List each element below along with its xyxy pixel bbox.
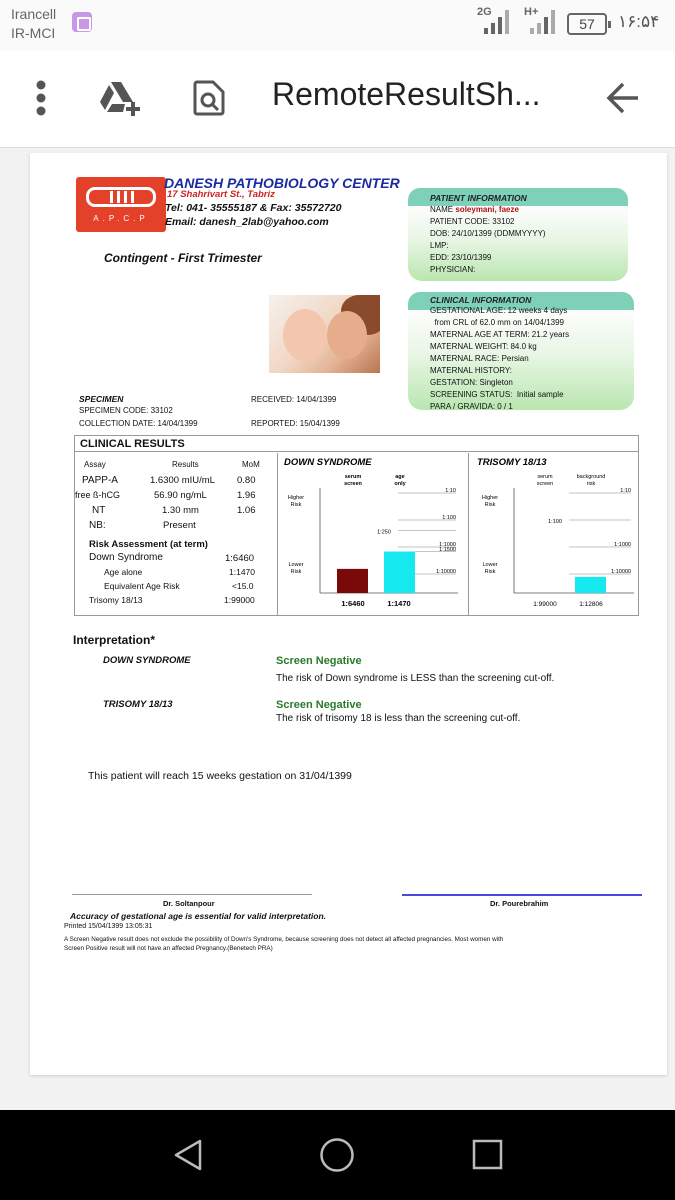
chart-title: TRISOMY 18/13 xyxy=(477,457,547,468)
interp-result: Screen Negative xyxy=(276,655,362,667)
chart-tick-label: 1:10 xyxy=(445,488,456,494)
assay-mom: 1.96 xyxy=(237,490,256,501)
axis-label-low: Risk xyxy=(290,569,302,575)
back-nav-icon[interactable] xyxy=(172,1138,204,1172)
collection-date: COLLECTION DATE: 14/04/1399 xyxy=(79,419,198,428)
risk-assessment-heading: Risk Assessment (at term) xyxy=(89,539,208,550)
carrier-name-2: IR-MCI xyxy=(11,25,56,41)
signature-line-1 xyxy=(72,894,312,895)
status-bar xyxy=(0,0,675,50)
chart-data-label: 1:1470 xyxy=(387,599,411,608)
clock: ۱۶:۵۴ xyxy=(618,12,660,31)
assay-result: 56.90 ng/mL xyxy=(154,490,207,501)
interp-result: Screen Negative xyxy=(276,699,362,711)
report-page xyxy=(30,153,667,1075)
chart-tick-label: 1:1500 xyxy=(439,546,456,553)
axis-label-high: Higher xyxy=(287,495,305,501)
lab-name: DANESH PATHOBIOLOGY CENTER xyxy=(164,175,400,191)
received-date: RECEIVED: 14/04/1399 xyxy=(251,395,337,404)
lab-logo xyxy=(76,177,166,232)
signal-icon xyxy=(484,10,509,34)
axis-label-high: Higher xyxy=(481,495,499,501)
risk-value: 1:6460 xyxy=(225,553,255,564)
chart-tick-label: 1:10000 xyxy=(436,569,456,575)
clinical-info-lines xyxy=(430,305,569,413)
lab-address: 17 Shahrivart St., Tabriz xyxy=(167,189,275,200)
patient-physician: PHYSICIAN: xyxy=(430,265,476,274)
axis-label-low: Lower xyxy=(288,562,304,568)
axis-label-high: Risk xyxy=(484,502,496,508)
test-title: Contingent - First Trimester xyxy=(104,251,262,265)
app-toolbar xyxy=(0,50,675,148)
chart-category-label: background xyxy=(576,474,606,480)
doctor-name-2: Dr. Pourebrahim xyxy=(490,899,549,908)
chart-tick-label: 1:250 xyxy=(377,529,391,536)
axis-label-low: Risk xyxy=(484,569,496,575)
add-to-drive-icon[interactable] xyxy=(99,80,143,116)
chart-tick-label: 1:100 xyxy=(548,519,562,525)
accuracy-note: Accuracy of gestational age is essential for valid interpretation. xyxy=(70,911,327,921)
chart-tick-label: 1:10 xyxy=(620,488,631,494)
lab-email: Email: danesh_2lab@yahoo.com xyxy=(165,216,329,228)
clinical-line: MATERNAL AGE AT TERM: 21.2 years xyxy=(430,330,570,339)
disclaimer-2: Screen Positive result will not have an affected Pregnancy.(Benetech PRA) xyxy=(64,945,273,952)
chart-category-label: age xyxy=(395,474,405,480)
assay-result: Present xyxy=(163,520,196,531)
network-type-label: 2G xyxy=(477,6,492,18)
risk-value: <15.0 xyxy=(232,581,254,591)
chart-category-label: screen xyxy=(536,481,554,487)
interpretation-heading: Interpretation* xyxy=(73,633,156,647)
interp-label: DOWN SYNDROME xyxy=(103,655,191,666)
assay-mom: 1.06 xyxy=(237,505,256,516)
clinical-results-box xyxy=(74,435,639,616)
recents-nav-icon[interactable] xyxy=(472,1139,504,1171)
risk-label: Trisomy 18/13 xyxy=(89,595,143,605)
lab-phone: Tel: 041- 35555187 & Fax: 35572720 xyxy=(165,202,342,214)
assay-result: 1.6300 mIU/mL xyxy=(150,475,215,486)
assay-result: 1.30 mm xyxy=(162,505,199,516)
specimen-code: SPECIMEN CODE: 33102 xyxy=(79,406,173,415)
assay-name: NT xyxy=(92,505,106,516)
arrow-back-icon[interactable] xyxy=(606,80,640,116)
risk-label: Down Syndrome xyxy=(89,552,163,563)
find-in-page-icon[interactable] xyxy=(193,80,227,116)
risk-value: 1:1470 xyxy=(229,567,255,577)
assay-name: PAPP-A xyxy=(82,475,118,486)
home-nav-icon[interactable] xyxy=(319,1137,355,1173)
chart-category-label: only xyxy=(394,481,406,487)
battery-icon: 57 xyxy=(567,13,607,35)
clinical-line: GESTATION: Singleton xyxy=(430,378,513,387)
chart-bar-age-only xyxy=(384,552,415,593)
chart-category-label: serum xyxy=(537,474,553,480)
name-label: NAME xyxy=(430,205,454,214)
assay-header: Assay xyxy=(84,460,106,469)
interp-label: TRISOMY 18/13 xyxy=(103,699,173,710)
signal-icon-2 xyxy=(530,10,555,34)
patient-dob: DOB: 24/10/1399 (DDMMYYYY) xyxy=(430,229,546,238)
chart-data-label: 1:12806 xyxy=(579,601,603,608)
signature-line-2 xyxy=(402,894,642,896)
patient-info-lines xyxy=(430,204,546,276)
patient-name: soleymani, faeze xyxy=(455,205,519,214)
clinical-line: GESTATIONAL AGE: 12 weeks 4 days xyxy=(430,306,568,315)
chart-category-label: risk xyxy=(586,481,596,487)
clinical-line: SCREENING STATUS: Initial sample xyxy=(430,390,564,399)
chart-bar-background-risk xyxy=(575,577,606,593)
clinical-results-heading: CLINICAL RESULTS xyxy=(80,438,185,450)
clinical-line: MATERNAL HISTORY: xyxy=(430,366,512,375)
results-header: Results xyxy=(172,460,199,469)
disclaimer: A Screen Negative result does not exclude the possibility of Down's Syndrome, because screening does not detect all affected pregnancies. Most women with xyxy=(64,936,504,943)
chart-title: DOWN SYNDROME xyxy=(284,457,372,468)
patient-info-heading: PATIENT INFORMATION xyxy=(430,193,527,203)
clinical-line: from CRL of 62.0 mm on 14/04/1399 xyxy=(430,318,564,327)
chart-bar-serum-screen xyxy=(337,569,368,593)
printed-date: Printed 15/04/1399 13:05:31 xyxy=(64,923,153,930)
clinical-line: MATERNAL RACE: Persian xyxy=(430,354,529,363)
chart-data-label: 1:99000 xyxy=(533,601,557,608)
assay-mom: 0.80 xyxy=(237,475,256,486)
chart-data-label: 1:6460 xyxy=(341,599,365,608)
logo-text: A.P.C.P xyxy=(93,214,149,223)
mother-baby-photo xyxy=(269,295,380,373)
clinical-line: PARA / GRAVIDA: 0 / 1 xyxy=(430,402,513,411)
assay-name: free ß-hCG xyxy=(75,490,121,500)
reported-date: REPORTED: 15/04/1399 xyxy=(251,419,340,428)
patient-lmp: LMP: xyxy=(430,241,449,250)
chart-tick-label: 1:1000 xyxy=(439,542,456,548)
gallery-notification-icon xyxy=(72,12,92,32)
interp-note: The risk of Down syndrome is LESS than the screening cut-off. xyxy=(276,673,555,684)
down-syndrome-chart xyxy=(278,453,468,617)
risk-label: Equivalent Age Risk xyxy=(104,581,180,591)
trisomy-chart xyxy=(469,453,640,617)
chart-tick-label: 1:1000 xyxy=(614,542,631,548)
clinical-info-heading: CLINICAL INFORMATION xyxy=(430,295,532,305)
chart-category-label: serum xyxy=(344,474,362,480)
risk-value: 1:99000 xyxy=(224,595,255,605)
mom-header: MoM xyxy=(242,460,260,469)
chart-category-label: screen xyxy=(344,481,362,487)
risk-label: Age alone xyxy=(104,567,143,577)
patient-edd: EDD: 23/10/1399 xyxy=(430,253,492,262)
gestation-note: This patient will reach 15 weeks gestation on 31/04/1399 xyxy=(88,770,352,782)
chart-tick-label: 1:100 xyxy=(442,515,456,521)
chart-tick-label: 1:10000 xyxy=(611,569,631,575)
clinical-results-header xyxy=(75,436,638,452)
system-nav-bar xyxy=(0,1110,675,1200)
network-type-label-2: H+ xyxy=(524,6,539,18)
specimen-heading: SPECIMEN xyxy=(79,394,124,404)
carrier-name: Irancell xyxy=(11,6,57,22)
interp-note: The risk of trisomy 18 is less than the screening cut-off. xyxy=(276,713,521,724)
patient-code: PATIENT CODE: 33102 xyxy=(430,217,515,226)
document-title: RemoteResultSh... xyxy=(272,76,541,112)
axis-label-low: Lower xyxy=(482,562,498,568)
doctor-name-1: Dr. Soltanpour xyxy=(163,899,215,908)
clinical-line: MATERNAL WEIGHT: 84.0 kg xyxy=(430,342,537,351)
more-vert-icon[interactable] xyxy=(30,80,52,116)
assay-name: NB: xyxy=(89,520,106,531)
axis-label-high: Risk xyxy=(290,502,302,508)
